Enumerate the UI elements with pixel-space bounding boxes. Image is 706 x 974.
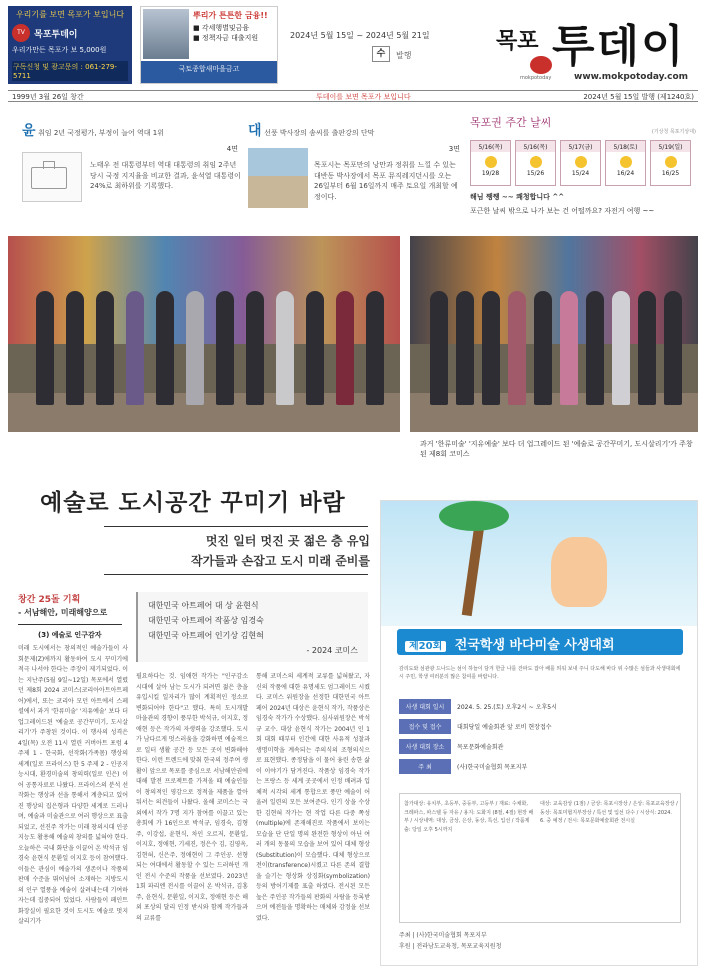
weather-source: (기상청 목포기상대) <box>651 129 696 135</box>
masthead-logo-icon <box>530 56 552 74</box>
brief-page: 3면 <box>448 145 460 153</box>
sun-icon <box>575 156 587 168</box>
brief-headline: 취임 2년 국정평가, 부정이 늘어 역대 1위 <box>38 129 164 137</box>
sun-icon <box>530 156 542 168</box>
poster-illustration <box>381 501 697 626</box>
award-credits <box>136 592 368 662</box>
meta-bar <box>8 90 698 102</box>
article-column: 통해 코미스의 세계적 교류를 넓혀왔고, 자신의 작품에 대한 유명세도 엄그레이드 시켰다. 코미스 위원장을 선정한 대한민국 아트페어 2024년 대상은 윤현식 작가, 작품상은 임경숙 작가가 수상했다. 심사위원장은 박석규 교수. 대상 윤현식 작가는 2004년 인 1회 대회 때부터 인간에 대한 사유적 성찰과 생명미학을 계속되는 주의식의 조형의식으로 표현했다. 종정담을 이 물어 융린 송한 삶이 이야기가 담겨진다. 작품상 임경숙 작가는 프랑스 등 세계 곳곳에서 인정 배려과 입체적 시각의 세계 통합으로 풍만 예술이 어울려 일련의 모든 보여준다. 인기 상을 수상한 김현혀 작가는 현 작업 다른 다중 쪽성(multiple)에 존재해진로 작품에서 보이는 모습을 단 단일 명의 완전한 형상이 아닌 여러 개의 동물의 모습을 보여 있어 대체 형상(Substitution)이 모습했다. 대체 형상으로 전이(transference)시켰고 다른 존의 결합을 슬기는 형상화 상징화(symbolization) 등의 방어기제를 표출 하였다. 전시된 모든 높은 주인공 작가들의 판화의 사람을 등록받으며 예전들을 명확하는 매체와 감정을 선보였다. <box>256 673 370 922</box>
article-subhead: 작가들과 손잡고 도시 미래 준비를 <box>190 554 370 568</box>
brief-illustration <box>22 152 82 202</box>
article-subhead: 멋진 일터 멋진 곳 젊은 층 유입 <box>205 534 370 548</box>
credit-line: 대한민국 아트페어 인기상 김현혀 <box>148 631 264 641</box>
photo-caption: 과거 '한류미술' '지유예술' 보다 더 업그레이드 된 '예술로 공간꾸미기, 도시살리기'가 주창된 제8회 코미스 <box>420 440 693 458</box>
weather-title: 목포권 주간 날씨 <box>470 116 552 129</box>
poster-footer <box>399 931 681 953</box>
masthead-sub: mokpotoday <box>520 75 552 81</box>
publish-label: 발행 <box>396 51 412 60</box>
ad-slogan: 우리기를 보면 목포가 보입니다 <box>15 10 125 19</box>
section-label: (3) 예술로 인구감자 <box>38 631 102 639</box>
divider <box>18 624 122 625</box>
palm-leaves-icon <box>439 501 509 531</box>
child-illustration <box>551 537 607 607</box>
brief-page: 4면 <box>226 145 238 153</box>
bank-ad-item: ■ 정책자금 대출지원 <box>193 34 259 42</box>
weather-day: 5/16(목) 19/28 <box>470 140 511 186</box>
weather-days <box>470 140 691 186</box>
bank-ad-name: 국토종합새마을금고 <box>141 61 277 83</box>
ad-price: 우리가만든 목포가 보 5,000원 <box>12 46 107 54</box>
poster-title: 제20회 전국학생 바다미술 사생대회 <box>397 629 683 655</box>
poster-sponsor: 후원 | 전라남도교육청, 목포교육지원청 <box>399 942 502 950</box>
info-row: 주 최 (사)한국미술협회 목포지부 <box>399 757 681 775</box>
header-ad-bank[interactable] <box>140 6 278 84</box>
series-label: 창간 25돌 기획 - 서남해안, 미래해양으로 <box>18 592 122 618</box>
sun-icon <box>620 156 632 168</box>
issue-date-range: 2024년 5월 15일 ~ 2024년 5월 21일 <box>290 31 430 40</box>
brief-item[interactable] <box>22 120 238 154</box>
bank-building-icon <box>143 9 189 59</box>
article-column: 필요하다는 것. 임애현 작가는 "인구감소 시대에 살아 남는 도시가 되려면 젊은 층을 유입시킬 일자리가 많이 계획적인 정소로 변화되어야 한다"고 했다. 특히 도시개발 마을관의 경향이 풍부한 박석규, 이지호, 정애현 등은 작가의 자생력을 강조했다. 도시가 남다르게 멋스러움을 강화하면 예술적으로 일터 생활 공간 등 모든 곳이 변화해야 한다. 이런 트렌드에 맞춰 한국의 정주여 생활이 앞으로 목포를 중심으로 서남해안권에 대해 발전 프로젝트를 가져올 때 예술인들이 창의적인 영감으로 정적을 제품을 깔아둬서는 의견들이 나왔다. 올해 코미스는 국외에서 작가 7명 지가 참여를 이끌고 있는 총회에 가 16인으로 박석규, 임경숙, 김형주, 이강섭, 윤현식, 차인 오르저, 문환일, 이지호, 정애현, 기세진, 정은수 김, 김영옥, 김현혀, 신은주, 정애현이 그 주인공. 선형되는 여대에서 활동할 수 있는 드러하던 개인 전시 수준의 작품을 선보였다. 2023년 1회 파리엔 전시를 이끌어 온 박석규, 김홍주, 윤현식, 문환일, 이지호, 정애현 등은 해외 포상의 달리 인정 받시와 함께 작가들과의 교류를 <box>136 673 248 922</box>
ad-brand: 목포투데이 <box>34 29 78 40</box>
header-ad-newspaper[interactable] <box>8 6 132 84</box>
brief-headline: 선풍 박사장의 솜씨를 출판강의 단막 <box>264 129 375 137</box>
details-right: 대상: 교육감상 (1점) / 금상: 목포시장상 / 은상: 목포교육장상 / 동상: 목포미협지부장상 / 특선 및 입선 다수 / 시상식: 2024. 6. 중 예정 / 전시: 목포문화예술회관 전시실 <box>540 801 678 824</box>
poster-info-rows <box>399 697 681 777</box>
info-row: 사생 대회 일시 2024. 5. 25.(토) 오후2시 ~ 오후5시 <box>399 697 681 715</box>
divider <box>104 574 368 575</box>
weather-day: 5/18(토) 16/24 <box>605 140 646 186</box>
masthead-title[interactable]: 투데이 <box>552 21 686 72</box>
slogan: 투데이를 보면 목포가 보입니다 <box>316 93 411 101</box>
brief-body: 목포시는 목포만의 낭만과 정취를 느낄 수 있는 대반동 박사장에서 목포 뮤직레지던시를 오는 26일부터 6월 16일까지 매주 토요일 개최할 예정이다. <box>314 161 458 201</box>
details-left: 참가대상: 유치부, 초등부, 중등부, 고등부 / 재료: 수채화, 크레파스, 파스텔 등 자유 / 용지: 도화지 (8절, 4절) 현장 배부 / 시상내역: 대상, 금상, 은상, 동상, 특선, 입선 / 작품제출: 당일 오후 5시까지 <box>404 801 534 833</box>
masthead-city: 목포 <box>496 29 539 54</box>
weather-day: 5/19(일) 16/25 <box>650 140 691 186</box>
brief-glyph: 대 <box>248 123 262 139</box>
site-url-link[interactable]: www.mokpotoday.com <box>574 72 689 82</box>
bank-ad-item: ■ 각세행별및금융 <box>193 24 250 32</box>
weather-summary: 해님 쨍쨍 ~~ 쾌청합니다 ^^ <box>470 193 565 201</box>
series-sub: - 서남해안, 미래해양으로 <box>18 608 108 617</box>
exhibition-photo-left[interactable] <box>8 236 400 432</box>
bank-ad-title: 뿌리가 튼튼한 금융!! <box>193 11 268 20</box>
weather-day: 5/16(목) 15/26 <box>515 140 556 186</box>
brief-photo <box>248 148 308 208</box>
credit-line: 대한민국 아트페어 대 상 윤현식 <box>148 601 259 610</box>
ad-contact: 구독신청 및 광고문의 : 061-279-5711 <box>12 61 128 81</box>
poster-intro: 감리도와 섬관광 드나드는 섬이 하늘이 담겨 한글 나를 잔파도 잡아 배를 띄워 보내 주니 다도해 바다 위 수많은 섬들과 사생대회에 시 주민, 학생 여러분의 많은 참여를 바랍니다. <box>399 666 681 680</box>
day-of-week-badge: 수 <box>372 46 390 62</box>
poster-edition: 제20회 <box>405 641 446 652</box>
weather-summary-detail: 포근한 날씨 밖으로 나가 보는 건 어떨까요? 자전거 여행 ~~ <box>470 207 655 215</box>
poster-details-box <box>399 793 681 923</box>
weather-day: 5/17(금) 15/24 <box>560 140 601 186</box>
sun-icon <box>665 156 677 168</box>
brief-glyph: 윤 <box>22 123 36 139</box>
weather-widget <box>470 114 698 226</box>
art-contest-poster[interactable] <box>380 500 698 966</box>
poster-host: 주최 | (사)한국미술협회 목포지부 <box>399 932 487 939</box>
exhibition-photo-right[interactable] <box>410 236 698 432</box>
divider <box>104 526 368 527</box>
sun-icon <box>485 156 497 168</box>
issue-number: 2024년 5월 15일 발행 (제1240호) <box>583 93 694 101</box>
article-column: 미래 도시에서는 창의적인 예술가들이 사회문제(Z)에까지 활동하여 도시 꾸미기에 적극 나서야 한다는 주장이 제기되었다. 이는 지난주(5월 9일~12일) 목포에서 열렸던 제8회 2024 코미스(코리아아트아트페어)에서, 또는 코리아 모던 아트에서 스페셜에서 과거 '한류미술' '지유예술' 보다 더 업그레이드된 '예술로 공간꾸미기, 도시살리기'가 주창된 것이다. 이 행사의 성격은 4일(목) 오전 11시 열린 커버아트 포럼 4주제 1 - 한국화, 선작화(가족몸) 행상의 세계(일로 프라이스) 한 5 주제 2 - 인공지능시대, 환경미술의 창의력(일로 인은) 이어 공통자료로 나왔다. 프라이스의 분석 선작화는 행상과 선을 통해서 계층되고 있어진 행상의 집은형과 다양한 세계로 드러나며, 예술과 미술관으로 여러 행상으로 표출되었고, 선진주 작가는 미래 창의시대 인공지능도 활용해 예술의 창의를 넓혀야 한다. 오늘하은 국내 화단을 이끌어 온 박석규 임경숙 윤현식 문환일 이지호 등이 참여했다. 이들은 관심이 예술가의 생존이나 작품의 판매 수준을 뛰어넘어 소재하는 지방도시의 인구 열풍을 예술이 살려내는데 기여하자는데 집중되어 있었다. 사람들이 페인트 화장실이 필요한 것이 도시도 예술로 멋지 살리기가 <box>18 645 128 925</box>
newspaper-logo-icon: TV <box>12 24 30 42</box>
brief-body: 노태우 전 대통령부터 역대 대통령의 취임 2주년 당시 국정 지지율을 비교한 결과, 윤석열 대통령이 24%로 최하위를 기록했다. <box>90 161 241 190</box>
founded-date: 1999년 3월 26일 창간 <box>12 93 84 101</box>
credit-line: 대한민국 아트페어 작품상 임경숙 <box>148 616 264 626</box>
info-row: 사생 대회 장소 목포문화예술회관 <box>399 737 681 755</box>
info-row: 접수 및 접수 대회당일 예술회관 앞 로비 현장접수 <box>399 717 681 735</box>
credit-year: - 2024 코미스 <box>306 645 358 655</box>
article-headline[interactable]: 예술로 도시공간 꾸미기 바람 <box>40 490 346 516</box>
